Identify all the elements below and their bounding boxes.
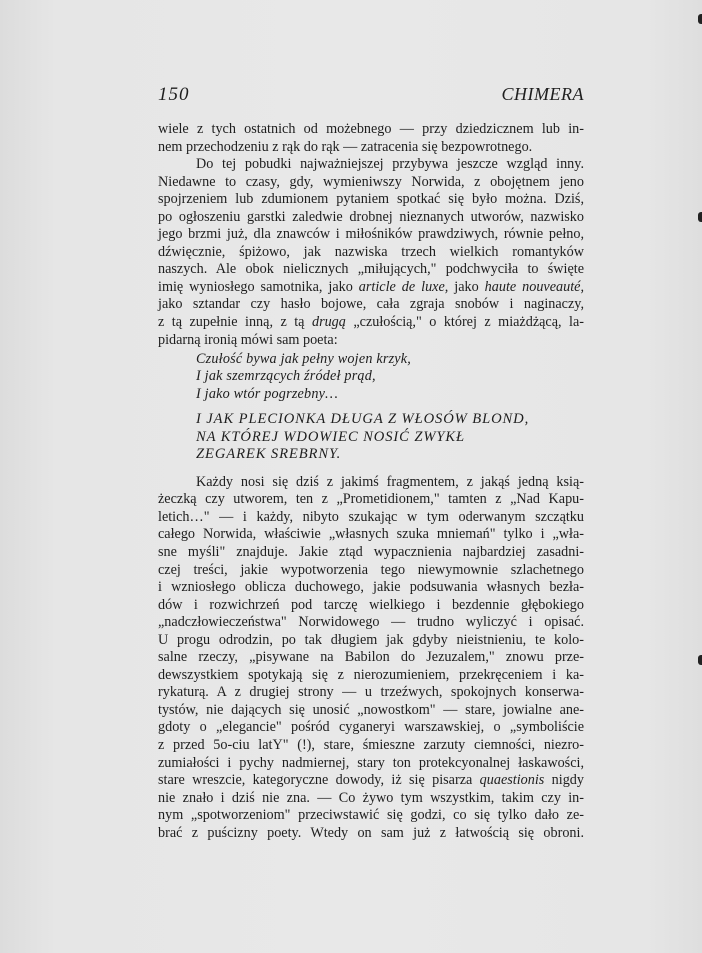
italic-phrase: quaestionis <box>479 772 545 789</box>
text-line: całego Norwida, właściwie „własnych szuka mniemań" tylko i „wła- <box>158 526 584 543</box>
text-line: nym „spotworzeniom" przeciwstawić się godzi, co się tylko dało ze- <box>158 807 584 824</box>
text-line: dźwięcznie, śpiżowo, jak nazwiska trzech wielkich romantyków <box>158 243 584 260</box>
text-segment: nigdy <box>544 772 584 789</box>
text-line: rykaturą. A z drugiej strony — u trzeźwych, spokojnych konserwa- <box>158 684 584 701</box>
text-line: Do tej pobudki najważniejszej przybywa jeszcze wzgląd inny. <box>196 156 584 173</box>
verse-quote <box>158 351 584 403</box>
text-line: po ogłoszeniu garstki zaledwie drobnej nieznanych utworów, nazwisko <box>158 208 584 225</box>
text-line: gdoty o „elegancie" pośród cyganeryi warszawskiej, o „symboliście <box>158 719 584 736</box>
text-line <box>158 314 584 332</box>
text-line: letich…" — i każdy, nibyto szukając w tym oderwanym szczątku <box>158 508 584 525</box>
text-line: pidarną ironią mówi sam poeta: <box>158 331 338 348</box>
verse-line: NA KTÓREJ WDOWIEC NOSIĆ ZWYKŁ <box>196 428 466 445</box>
text-line: nem przechodzeniu z rąk do rąk — zatracenia się bezpowrotnego. <box>158 138 533 155</box>
text-line: salne rzeczy, „pisywane na Babilon do Jezuzalem," znowu prze- <box>158 649 584 666</box>
verse-line: Czułość bywa jak pełny wojen krzyk, <box>196 351 412 368</box>
verse-line: I JAK PLECIONKA DŁUGA Z WŁOSÓW BLOND, <box>196 411 530 427</box>
text-line: dów i rozwichrzeń pod tarczę wielkiego i bezdennie głębokiego <box>158 596 584 613</box>
page-edge-mark <box>698 655 702 665</box>
text-segment: jako <box>448 278 485 295</box>
text-line: brać z puścizny poety. Wtedy on sam już z łatwością się obroni. <box>158 824 584 841</box>
journal-title: CHIMERA <box>501 84 584 104</box>
text-line: U progu odrodzin, po tak długiem jak gdyby nieistnieniu, te kolo- <box>158 631 584 648</box>
text-line: tystów, nie dających się unosić „nowostkom" — stare, jowialne ane- <box>158 701 584 718</box>
text-line: jego brzmi już, dla znawców i miłośników prawdziwych, równie pełno, <box>158 226 584 243</box>
text-line: zumiałości i pychy nadmiernej, stary ton protekcyonalnej łaskawości, <box>158 754 584 771</box>
text-line: żeczką czy utworem, ten z „Prometidionem," tamten z „Nad Kapu- <box>158 491 584 508</box>
text-segment: z tą zupełnie inną, z tą <box>158 314 312 331</box>
text-line: spojrzeniem lub zdumionem pytaniem spotkać się było można. Dziś, <box>158 191 584 208</box>
italic-phrase: drugą <box>311 314 346 331</box>
text-segment: imię wyniosłego samotnika, jako <box>158 278 359 295</box>
text-line: jako sztandar czy hasło bojowe, cała zgraja snobów i naginaczy, <box>158 296 584 313</box>
text-line: z przed 5o-ciu latY" (!), stare, śmieszne zarzuty ciemności, niezro- <box>158 736 584 753</box>
text-line: Niedawne to czasy, gdy, wymieniwszy Norwida, z obojętnem jeno <box>158 173 584 190</box>
text-line: naszych. Ale obok nielicznych „miłujących," podchwyciła to święte <box>158 261 584 278</box>
text-line: wiele z tych ostatnich od możebnego — przy dziedzicznem lub in- <box>158 121 584 137</box>
text-line <box>158 772 584 790</box>
page-edge-mark <box>698 14 702 24</box>
text-segment: „czułością," o której z miażdżącą, la- <box>345 314 584 331</box>
text-line <box>158 279 584 297</box>
page-edge-mark <box>698 212 702 222</box>
verse-quote-capitals <box>158 411 584 464</box>
text-line: Każdy nosi się dziś z jakimś fragmentem, z jakąś jedną ksią- <box>196 473 584 490</box>
verse-line: I jak szemrzących źródeł prąd, <box>196 368 376 385</box>
verse-line: I jako wtór pogrzebny… <box>196 385 338 402</box>
page-number: 150 <box>158 84 190 105</box>
text-line: czej treści, jakie wypotworzenia tego niewymownie szlachetnego <box>158 561 584 578</box>
italic-phrase: haute nouveauté, <box>484 278 585 295</box>
text-line: „nadczłowieczeństwa" Norwidowego — trudno wyliczyć i opisać. <box>158 614 584 631</box>
verse-line: ZEGAREK SREBRNY. <box>196 446 342 463</box>
text-line: i wzniosłego oblicza duchowego, jakie podsuwania własnych bezła- <box>158 579 584 596</box>
text-segment: stare wreszcie, kategoryczne dowody, iż się pisarza <box>158 772 480 789</box>
text-line: nie znało i dziś nie zna. — Co żywo tym wszystkim, takim czy in- <box>158 789 584 806</box>
text-line: sne myśli" znajduje. Jakie ztąd wypacznienia najbardziej zasadni- <box>158 543 584 560</box>
text-line: dewszystkiem spotykają się z nierozumieniem, przekręceniem i ka- <box>158 666 584 683</box>
italic-phrase: article de luxe, <box>358 278 449 295</box>
running-head <box>158 84 584 108</box>
body-text <box>158 121 584 842</box>
